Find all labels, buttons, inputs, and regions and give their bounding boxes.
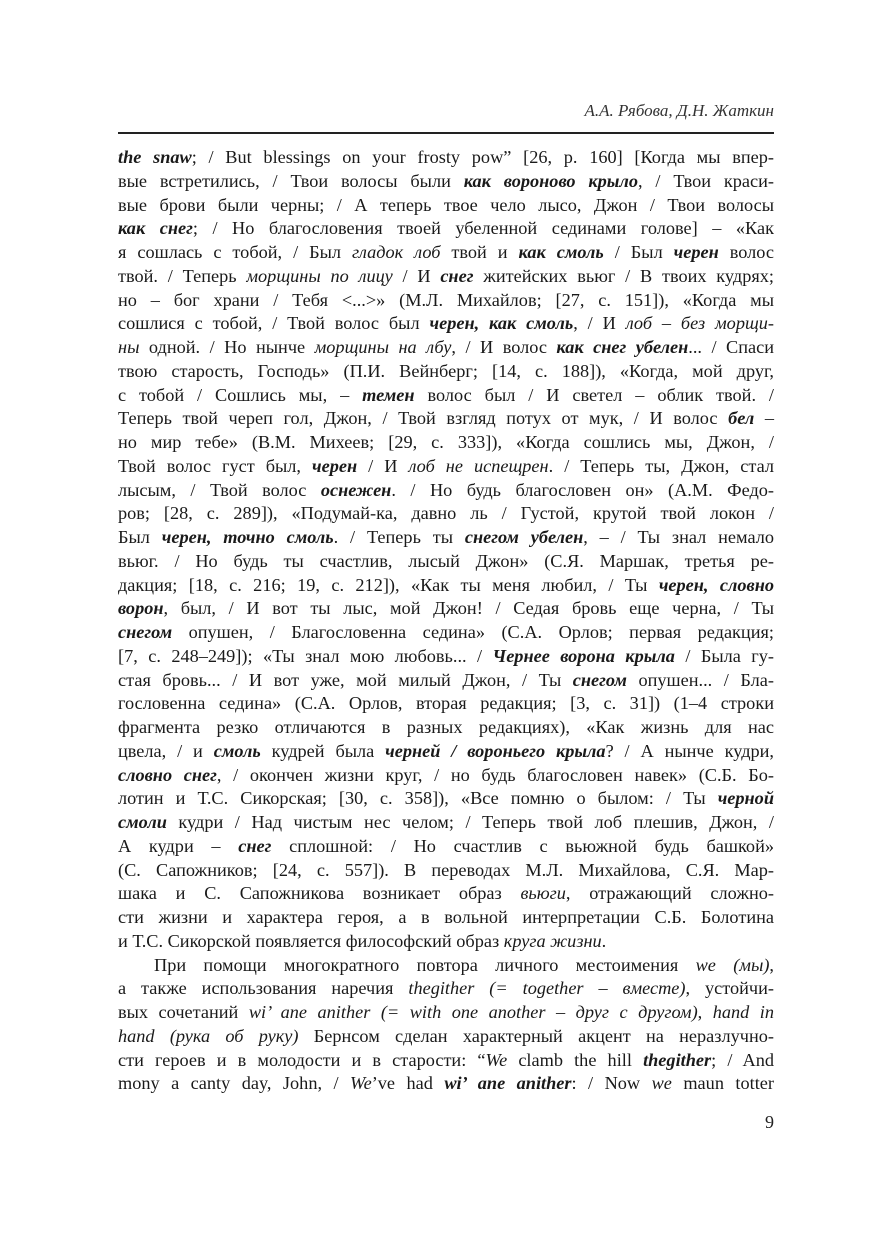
emphasized-phrase: как снег (118, 218, 193, 239)
text-line (118, 170, 774, 194)
text-run: гословенна седина» (С.А. Орлов, вторая редакция; [3, с. 31]) (1–4 строки (118, 693, 774, 714)
text-run: [7, с. 248–249]); «Ты знал мою любовь... / (118, 645, 493, 666)
text-run: , отражающий сложно- (565, 883, 774, 904)
text-line (118, 431, 774, 455)
text-line (118, 265, 774, 289)
text-run: вые брови были черны; / А теперь твое чело лысо, Джон / Твои волосы (118, 194, 774, 215)
paragraph-p2 (118, 954, 774, 1097)
emphasized-phrase: снег (238, 835, 272, 856)
text-line (118, 811, 774, 835)
text-run: ? / А нынче кудри, (605, 740, 775, 761)
text-line (118, 1049, 774, 1073)
italic-phrase: thegither (= together – вместе) (408, 978, 686, 999)
text-line (118, 526, 774, 550)
text-run: твой и (440, 242, 519, 262)
text-run: ров; [28, с. 289]), «Подумай-ка, давно ль / Густой, крутой твой локон / (118, 503, 774, 524)
text-line (118, 930, 774, 954)
text-line (118, 764, 774, 788)
text-run: . / Но будь благословен он» (А.М. Федо- (391, 479, 774, 500)
text-line (118, 787, 774, 811)
text-line (118, 312, 774, 336)
italic-phrase: we (мы) (695, 954, 770, 975)
text-line (118, 146, 774, 170)
italic-phrase: круга жизни (503, 930, 602, 951)
italic-phrase: wi’ ane anither (= with one another – друг с другом) (248, 1002, 698, 1022)
text-line (118, 1072, 774, 1096)
text-run: волос (718, 242, 774, 262)
text-run: кудрей была (260, 740, 386, 761)
text-line (118, 740, 774, 764)
text-run: сти жизни и характера героя, а в вольной интерпретации С.Б. Болотина (118, 907, 774, 927)
emphasized-phrase: снег (440, 265, 474, 286)
text-run: вых сочетаний (118, 1002, 249, 1022)
text-line (118, 455, 774, 479)
text-run: maun totter (671, 1073, 774, 1094)
text-run: волос был / И светел – облик твой. / (414, 384, 775, 405)
text-run: твой. / Теперь (118, 265, 247, 286)
italic-phrase: морщины на лбу (314, 337, 452, 357)
emphasized-phrase: черен, как смоль (429, 313, 574, 334)
text-run: шака и С. Сапожникова возникает образ (118, 883, 521, 904)
emphasized-phrase: ворон (118, 598, 164, 619)
text-line (118, 906, 774, 930)
text-run: но мир тебе» (В.М. Михеев; [29, с. 333]), «Когда сошлись мы, Джон, / (118, 432, 774, 452)
text-line (118, 407, 774, 431)
text-run: mony a canty day, John, / (118, 1073, 351, 1094)
emphasized-phrase: бел (728, 408, 755, 429)
emphasized-phrase: как снег убелен (556, 337, 689, 357)
text-line (118, 384, 774, 408)
text-run: твою старость, Господь» (П.И. Вейнберг; [14, с. 188]), «Когда, мой друг, (118, 360, 774, 381)
emphasized-phrase: смоль (213, 740, 261, 761)
text-line (118, 669, 774, 693)
text-run: / И (357, 455, 409, 476)
text-run: А кудри – (118, 835, 239, 856)
text-line (118, 360, 774, 384)
text-line (118, 502, 774, 526)
paragraph-p1 (118, 146, 774, 954)
text-run: : / Now (571, 1073, 652, 1094)
text-run: ; / But blessings on your frosty pow” [26, p. 160] [Когда мы впер- (191, 147, 774, 167)
text-run: кудри / Над чистым нес челом; / Теперь твой лоб плешив, Джон, / (166, 812, 774, 832)
text-run: . / Теперь ты, Джон, стал (548, 455, 774, 476)
italic-phrase: we (651, 1073, 672, 1094)
text-run: житейских вьюг / В твоих кудрях; (473, 265, 774, 286)
text-line (118, 289, 774, 313)
text-line (118, 550, 774, 574)
text-run: – (754, 408, 774, 429)
text-run: , (697, 1002, 713, 1022)
emphasized-phrase: the snaw (118, 147, 192, 167)
text-run: , / И волос (451, 337, 557, 357)
italic-phrase: вьюги (520, 883, 566, 904)
text-run: опушен... / Бла- (626, 669, 775, 690)
text-run: Был (118, 527, 162, 547)
emphasized-phrase: wi’ ane anither (444, 1073, 572, 1094)
text-run: (С. Сапожников; [24, с. 557]). В переводах М.Л. Михайлова, С.Я. Мар- (118, 859, 774, 880)
page-number: 9 (765, 1112, 774, 1132)
text-line (118, 217, 774, 241)
emphasized-phrase: thegither (643, 1049, 712, 1070)
text-run: Теперь твой череп гол, Джон, / Твой взгляд потух от мук, / И волос (118, 408, 729, 429)
text-run: Твой волос густ был, (118, 455, 313, 476)
text-run: цвела, / и (118, 740, 214, 761)
text-line (118, 716, 774, 740)
text-run: вьюг. / Но будь ты счастлив, лысый Джон» (С.Я. Маршак, третья ре- (118, 550, 774, 571)
header-rule (118, 132, 774, 134)
text-run: clamb the hill (507, 1049, 644, 1070)
running-head-authors: А.А. Рябова, Д.Н. Жаткин (584, 101, 774, 120)
text-line (118, 645, 774, 669)
emphasized-phrase: черной (717, 788, 774, 809)
italic-phrase: морщины по лицу (246, 265, 393, 286)
text-run: , / окончен жизни круг, / но будь благословен навек» (С.Б. Бо- (216, 764, 775, 785)
text-run: сошлися с тобой, / Твой волос был (118, 313, 430, 334)
text-run: , устойчи- (685, 978, 774, 999)
text-line (118, 859, 774, 883)
text-run: лысым, / Твой волос (118, 479, 321, 500)
text-run: При помощи многократного повтора личного местоимения (154, 954, 696, 975)
emphasized-phrase: Чернее ворона крыла (492, 645, 675, 666)
text-run: . / Теперь ты (333, 527, 465, 547)
emphasized-phrase: черен (312, 455, 358, 476)
text-run: фрагмента резко отличаются в разных редакциях), «Как жизнь для нас (118, 717, 774, 737)
text-run: / Была гу- (674, 645, 775, 666)
text-run: , / И (573, 313, 626, 334)
text-run: а также использования наречия (118, 978, 409, 999)
text-run: дакция; [18, с. 216; 19, с. 212]), «Как ты меня любил, / Ты (118, 574, 659, 595)
text-line (118, 597, 774, 621)
text-run: одной. / Но нынче (139, 337, 315, 357)
text-run: Бернсом сделан характерный акцент на неразлучно- (298, 1025, 774, 1046)
text-run: вые встретились, / Твои волосы были (118, 170, 464, 191)
emphasized-phrase: словно снег (118, 764, 217, 785)
text-run: / И (392, 265, 441, 286)
text-run: , (769, 954, 774, 975)
text-run: ; / Но благословения твоей убеленной сединами голове] – «Как (192, 218, 774, 239)
emphasized-phrase: черней / вороньего крыла (385, 740, 606, 761)
text-run: с тобой / Сошлись мы, – (118, 384, 363, 405)
text-run: опушен, / Благословенна седина» (С.А. Орлов; первая редакция; (172, 622, 774, 642)
italic-phrase: лоб – без морщи- (625, 313, 774, 334)
italic-phrase: hand in (712, 1002, 775, 1022)
text-run: стая бровь... / И вот уже, мой милый Джон, / Ты (118, 669, 573, 690)
text-line (118, 1001, 774, 1025)
text-run: ’ve had (371, 1073, 445, 1094)
text-line (118, 479, 774, 503)
emphasized-phrase: смоли (118, 812, 167, 832)
italic-phrase: We (485, 1049, 508, 1070)
text-line (118, 954, 774, 978)
text-run: лотин и Т.С. Сикорская; [30, с. 358]), «Все помню о былом: / Ты (118, 788, 718, 809)
emphasized-phrase: оснежен (320, 479, 392, 500)
text-line (118, 621, 774, 645)
text-run: ; / And (711, 1049, 774, 1070)
emphasized-phrase: как смоль (518, 242, 604, 262)
text-run: и Т.С. Сикорской появляется философский образ (118, 930, 504, 951)
text-run: . (601, 930, 607, 951)
italic-phrase: We (350, 1073, 372, 1094)
text-run: , / Твои краси- (637, 170, 774, 191)
text-line (118, 241, 774, 265)
text-run: но – бог храни / Тебя <...>» (М.Л. Михайлов; [27, с. 151]), «Когда мы (118, 289, 774, 310)
text-line (118, 882, 774, 906)
italic-phrase: лоб не испещрен (408, 455, 549, 476)
body-text (118, 146, 774, 1096)
text-run: я сошлась с тобой, / Был (118, 242, 352, 262)
text-run: сплошной: / Но счастлив с вьюжной будь башкой» (271, 835, 774, 856)
emphasized-phrase: черен (673, 242, 719, 262)
italic-phrase: hand (рука об руку) (118, 1025, 299, 1046)
text-run: / Был (603, 242, 674, 262)
emphasized-phrase: как вороново крыло (463, 170, 638, 191)
text-line (118, 194, 774, 218)
emphasized-phrase: снегом (118, 622, 173, 642)
text-run: ... / Спаси (688, 337, 775, 357)
text-line (118, 574, 774, 598)
emphasized-phrase: темен (362, 384, 415, 405)
italic-phrase: ны (118, 337, 140, 357)
text-line (118, 977, 774, 1001)
emphasized-phrase: черен, точно смоль (161, 527, 334, 547)
text-run: , был, / И вот ты лыс, мой Джон! / Седая бровь еще черна, / Ты (163, 598, 774, 619)
emphasized-phrase: снегом (572, 669, 627, 690)
italic-phrase: гладок лоб (352, 242, 441, 262)
text-line (118, 336, 774, 360)
text-line (118, 1025, 774, 1049)
emphasized-phrase: снегом убелен (464, 527, 584, 547)
text-run: сти героев и в молодости и в старости: “ (118, 1049, 486, 1070)
text-line (118, 835, 774, 859)
text-run: , – / Ты знал немало (583, 527, 775, 547)
text-line (118, 692, 774, 716)
emphasized-phrase: черен, словно (658, 574, 774, 595)
